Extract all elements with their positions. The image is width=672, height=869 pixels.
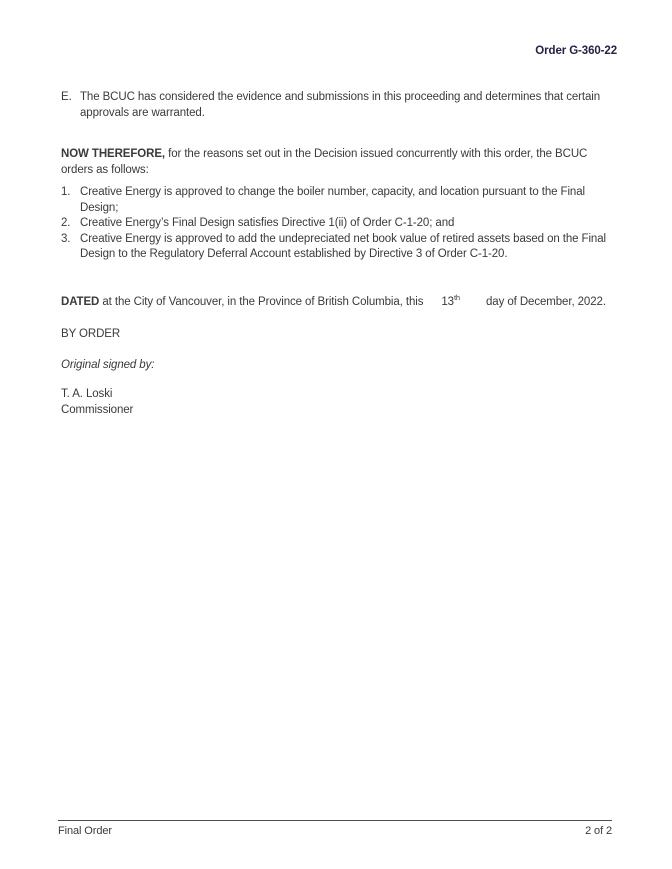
- signatory-name: T. A. Loski: [61, 388, 113, 400]
- dated-text-after: day of December, 2022.: [486, 295, 606, 308]
- footer-page-number: 2 of 2: [585, 825, 612, 837]
- directive-text: Creative Energy is approved to add the undepreciated net book value of retired assets based on the Final Design to the Regulatory Deferral Account established by Directive 3 of Order C-1-20.: [80, 232, 606, 260]
- signatory-title: Commissioner: [61, 403, 134, 416]
- order-lead-bold: NOW THEREFORE,: [61, 148, 166, 160]
- directives-list: [61, 185, 612, 263]
- directive-text: Creative Energy’s Final Design satisfies Directive 1(ii) of Order C-1-20; and: [80, 217, 455, 229]
- dated-bold: DATED: [61, 295, 100, 308]
- page-footer: [58, 820, 612, 840]
- directive-number: 3.: [61, 232, 71, 245]
- order-lead-paragraph: [61, 147, 612, 178]
- recital-label: E.: [61, 91, 72, 103]
- by-order-text: BY ORDER: [61, 328, 121, 340]
- directive-number: 2.: [61, 217, 71, 229]
- order-lead-rest: for the reasons set out in the Decision issued concurrently with this order, the BCUC orders as follows:: [61, 148, 588, 176]
- dated-day-suffix: th: [453, 292, 461, 302]
- recital-item: [61, 90, 612, 121]
- order-number-header: Order G-360-22: [535, 45, 617, 57]
- directive-item-1: [61, 185, 612, 216]
- original-signed-note: Original signed by:: [61, 358, 155, 371]
- directive-item-3: [61, 232, 612, 263]
- directive-number: 1.: [61, 186, 71, 198]
- directive-item-2: [61, 216, 612, 232]
- recital-text: The BCUC has considered the evidence and submissions in this proceeding and determines that certain approvals are warranted.: [80, 91, 601, 119]
- dated-day: 13: [441, 295, 454, 308]
- dated-line: [61, 292, 612, 311]
- document-body: [61, 90, 612, 418]
- footer-document-title: Final Order: [58, 825, 112, 837]
- directive-text: Creative Energy is approved to change the boiler number, capacity, and location pursuant to the Final Design;: [80, 186, 585, 214]
- dated-text-before: at the City of Vancouver, in the Province of British Columbia, this: [99, 295, 424, 308]
